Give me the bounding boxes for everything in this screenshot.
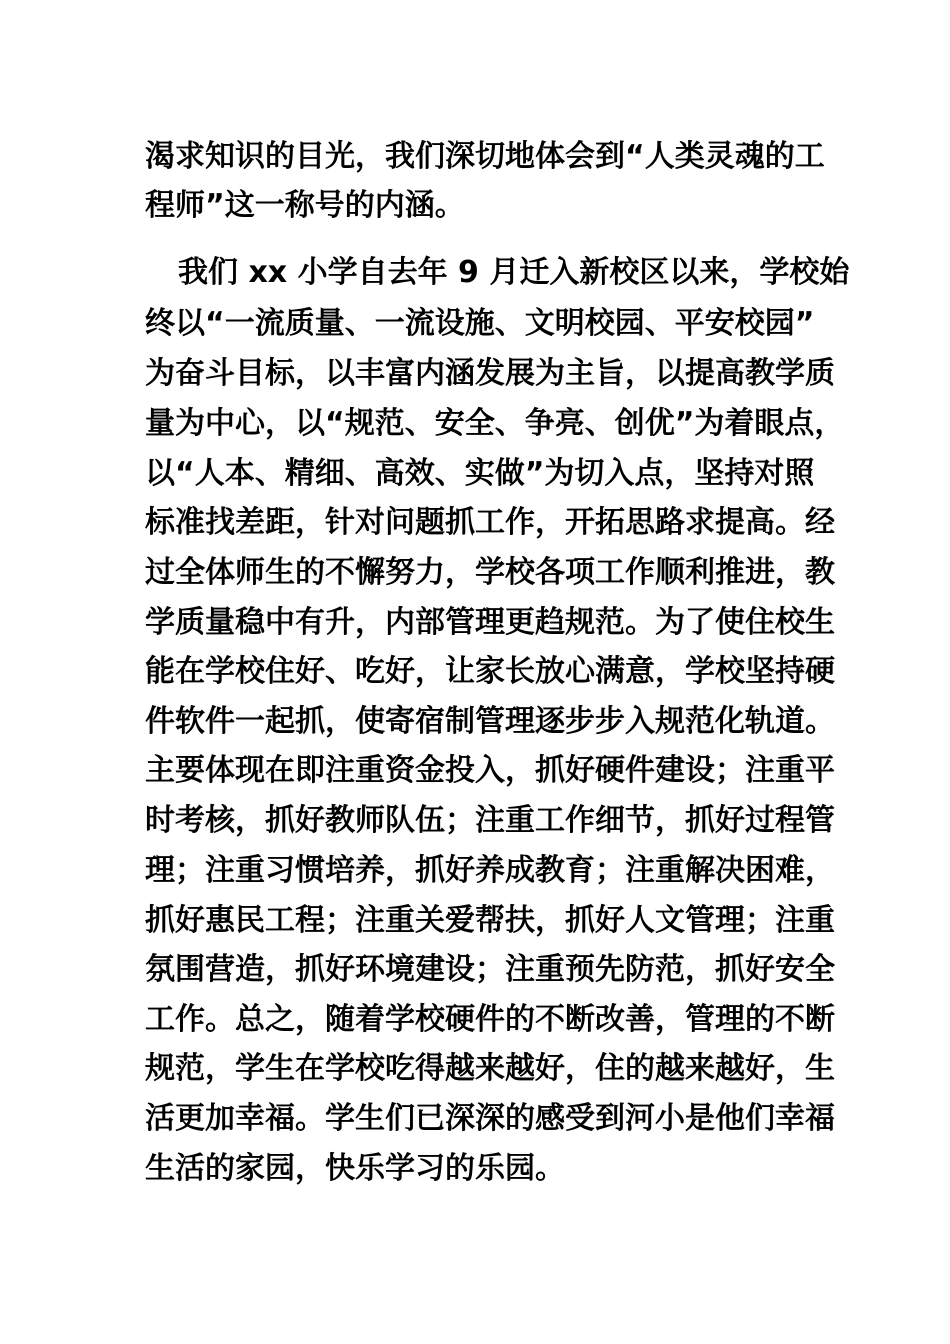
- paragraph-2-line-17: 规范，学生在学校吃得越来越好，住的越来越好，生: [145, 1051, 835, 1086]
- paragraph-2-line-3: 为奋斗目标，以丰富内涵发展为主旨，以提高教学质: [145, 356, 835, 391]
- paragraph-2-line-10: 件软件一起抓，使寄宿制管理逐步步入规范化轨道。: [145, 704, 835, 739]
- paragraph-2-line-2: 终以“一流质量、一流设施、文明校园、平安校园”: [145, 306, 815, 341]
- paragraph-2-line-8: 学质量稳中有升，内部管理更趋规范。为了使住校生: [145, 605, 835, 640]
- paragraph-2-line-18: 活更加幸福。学生们已深深的感受到河小是他们幸福: [145, 1101, 835, 1136]
- paragraph-2-line-6: 标准找差距，针对问题抓工作，开拓思路求提高。经: [145, 505, 835, 540]
- paragraph-2-line-13: 理；注重习惯培养，抓好养成教育；注重解决困难，: [145, 853, 835, 888]
- paragraph-2-line-4: 量为中心，以“规范、安全、争亮、创优”为着眼点，: [145, 406, 845, 441]
- paragraph-2-line-12: 时考核，抓好教师队伍；注重工作细节，抓好过程管: [145, 803, 835, 838]
- paragraph-2-line-14: 抓好惠民工程；注重关爱帮扶，抓好人文管理；注重: [145, 903, 835, 938]
- paragraph-2-line-15: 氛围营造，抓好环境建设；注重预先防范，抓好安全: [145, 952, 835, 987]
- paragraph-2-line-9: 能在学校住好、吃好，让家长放心满意，学校坚持硬: [145, 654, 835, 689]
- paragraph-2-line-19: 生活的家园，快乐学习的乐园。: [145, 1151, 565, 1186]
- paragraph-2-line-11: 主要体现在即注重资金投入，抓好硬件建设；注重平: [145, 753, 835, 788]
- paragraph-2-line-5: 以“人本、精细、高效、实做”为切入点，坚持对照: [145, 456, 815, 491]
- paragraph-2-line-16: 工作。总之，随着学校硬件的不断改善，管理的不断: [145, 1002, 835, 1037]
- paragraph-2-line-7: 过全体师生的不懈努力，学校各项工作顺利推进，教: [145, 555, 835, 590]
- paragraph-2-line-1: 我们 xx 小学自去年 9 月迁入新校区以来，学校始: [178, 255, 850, 290]
- paragraph-1-line-2: 程师”这一称号的内涵。: [145, 188, 465, 223]
- paragraph-1-line-1: 渴求知识的目光，我们深切地体会到“人类灵魂的工: [145, 139, 825, 174]
